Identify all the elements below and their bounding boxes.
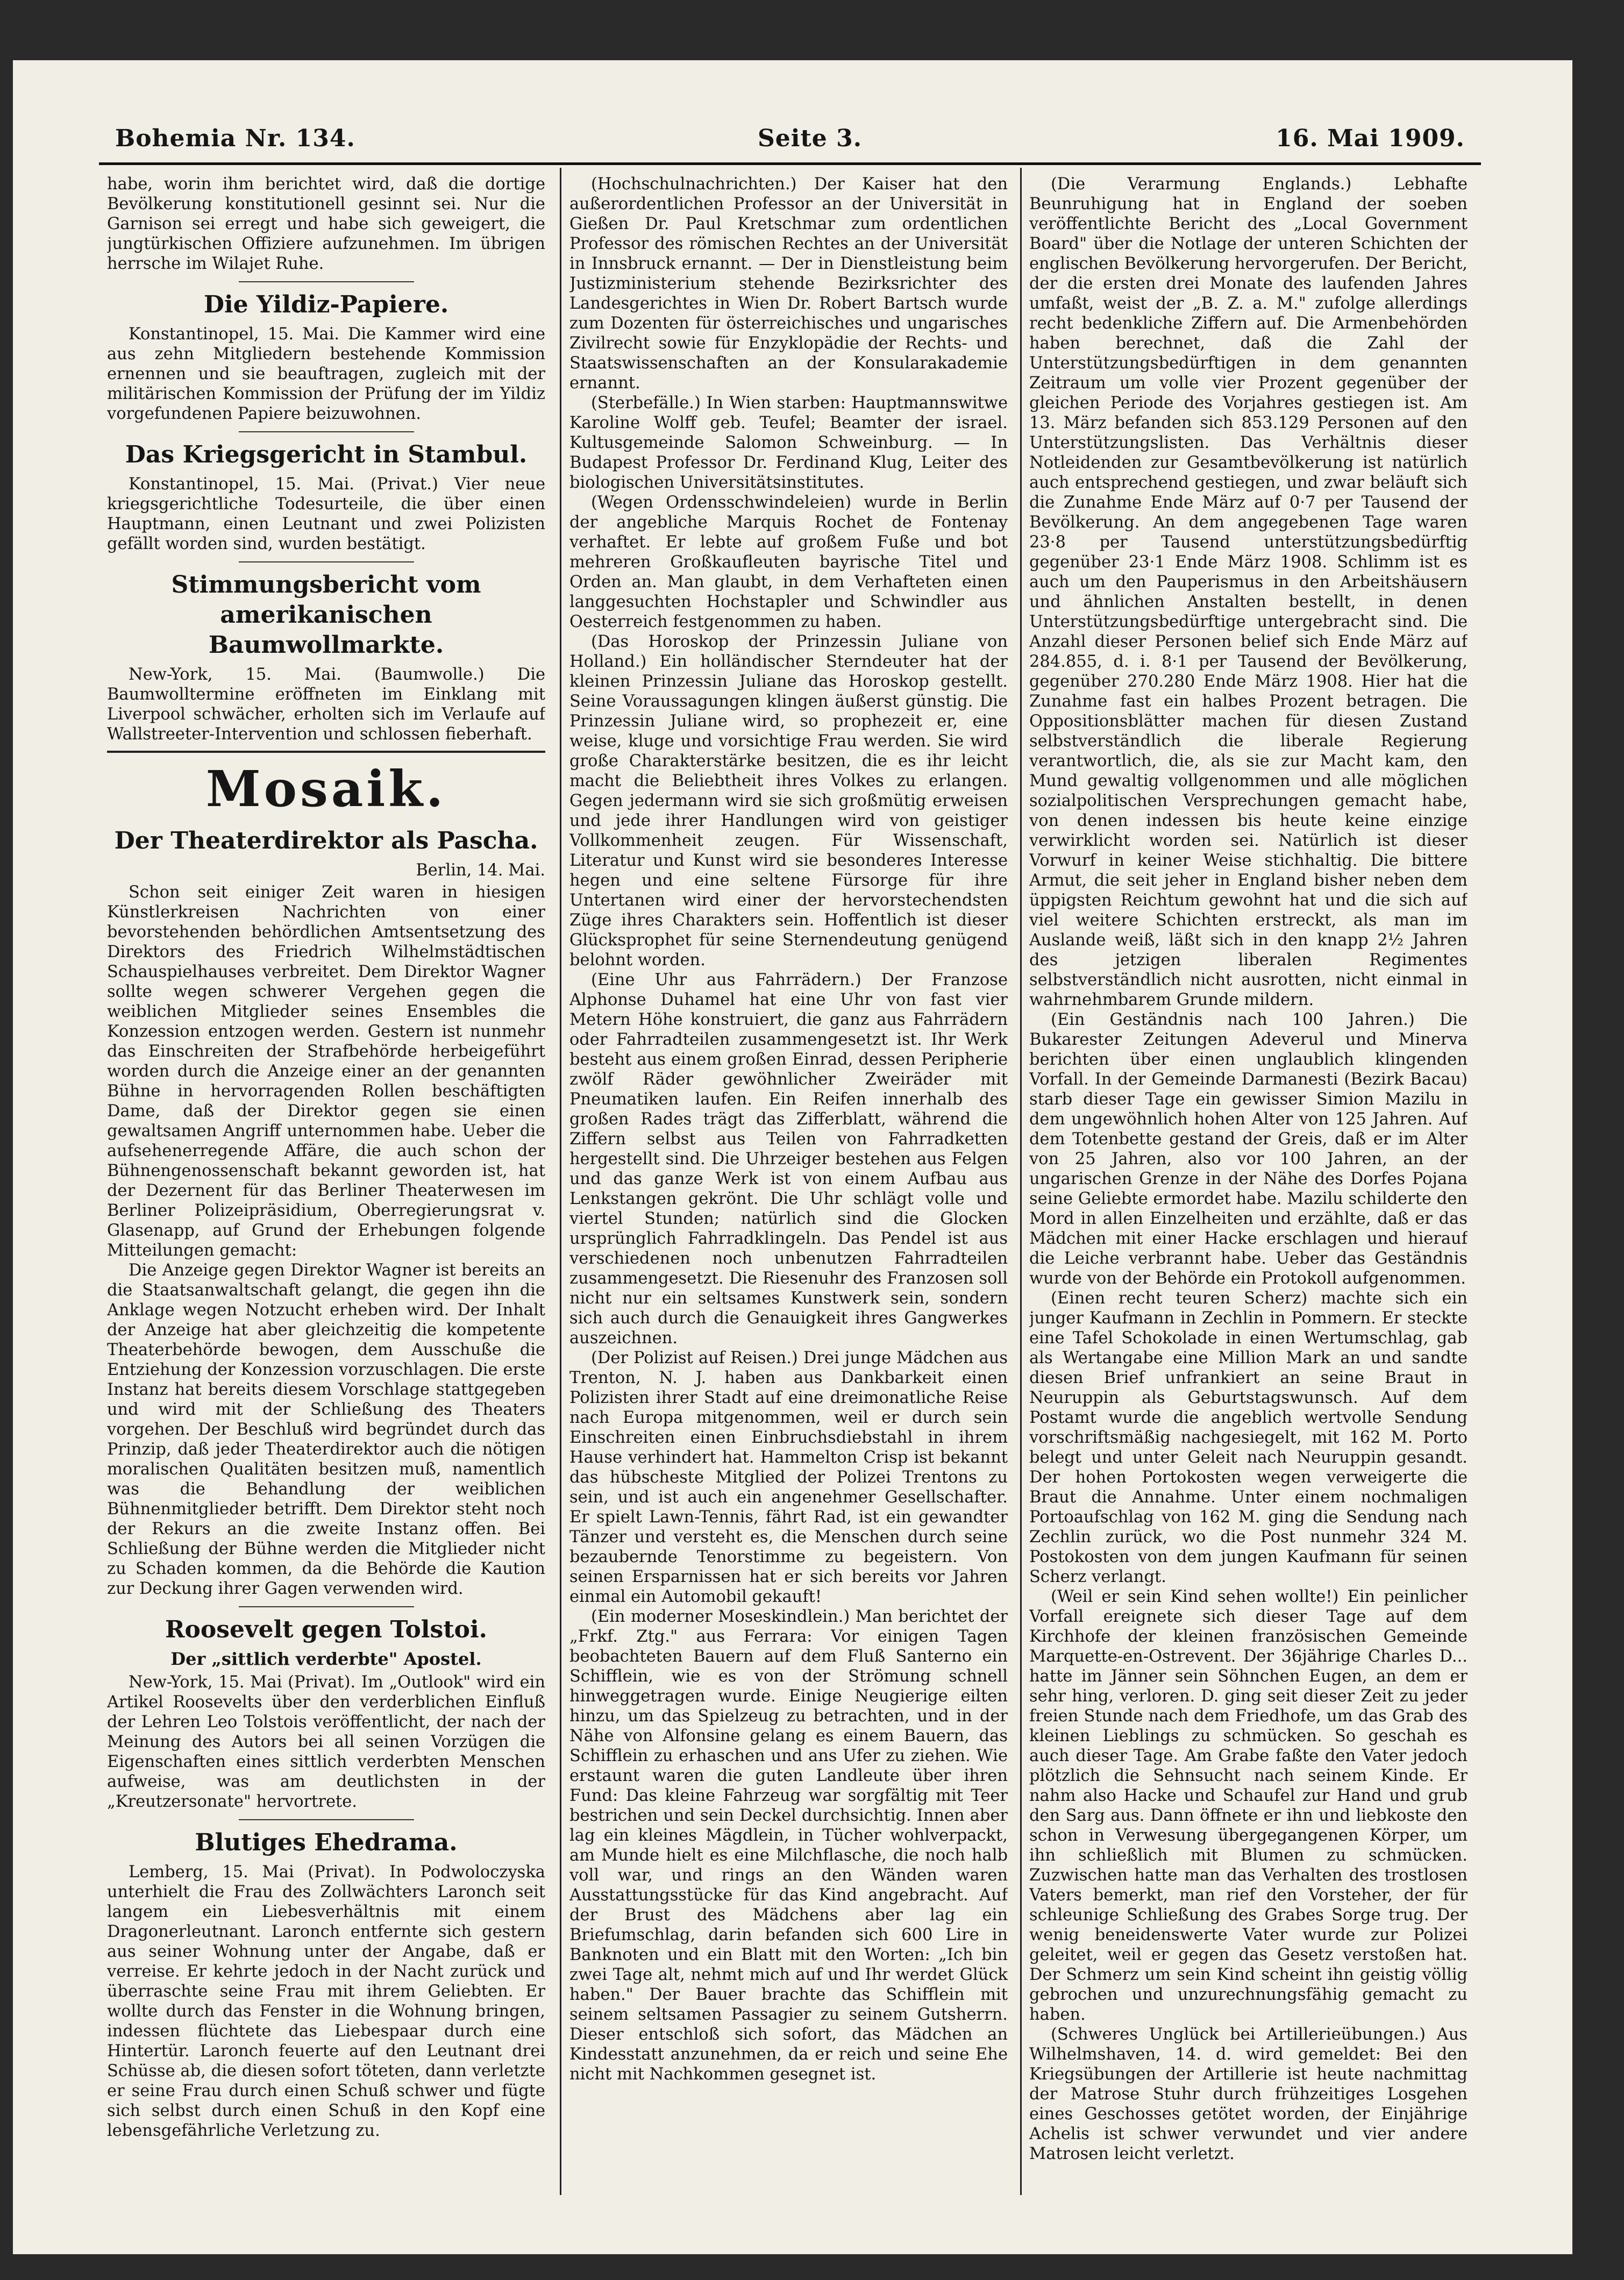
article-paragraph: (Ein Geständnis nach 100 Jahren.) Die Bukarester Zeitungen Adeverul und Minerva berichten über einen unglaublich klingenden Vorfall. In der Gemeinde Darmanesti (Bezirk Bacau) starb dieser Tage ein gewisser Simion Mazilu in dem ungewöhnlich hohen Alter von 125 Jahren. Auf dem Totenbette gestand der Greis, daß er im Alter von 25 Jahren, also vor 100 Jahren, an der ungarischen Grenze in der Nähe des Dorfes Pojana seine Geliebte ermordet habe. Mazilu schilderte den Mord in allen Einzelheiten und erzählte, daß er das Mädchen mit einer Hacke erschlagen und hierauf die Leiche verbrannt habe. Ueber das Geständnis wurde von der Behörde ein Protokoll aufgenommen. [1029,1010,1468,1288]
section-title: Mosaik. [205,760,447,818]
article-paragraph: (Das Horoskop der Prinzessin Juliane von Holland.) Ein holländischer Sterndeuter hat der kleinen Prinzessin Juliane das Horoskop gestellt. Seine Voraussagungen klingen äußerst günstig. Die Prinzessin Juliane wird, so prophezeit er, eine weise, kluge und vorsichtige Frau werden. Sie wird große Charakterstärke besitzen, die es ihr leicht macht die Beliebtheit ihres Volkes zu erlangen. Gegen jedermann wird sie sich großmütig erweisen und jede ihrer Handlungen wird von geistiger Vollkommenheit zeugen. Für Wissenschaft, Literatur und Kunst wird sie besonderes Interesse hegen und eine seltene Fürsorge für ihre Untertanen wird einer der hervorstechendsten Züge ihres Charakters sein. Hoffentlich ist dieser Glücksprophet für seine Sternendeutung genügend belohnt worden. [569,632,1008,970]
header-rule [99,162,1481,165]
headline: Roosevelt gegen Tolstoi. [165,1616,487,1643]
article-paragraph: (Ein moderner Moseskindlein.) Man berichtet der „Frkf. Ztg." aus Ferrara: Vor einigen Tagen beobachteten Bauern auf dem Fluß Santerno ein Schifflein, wie es von der Strömung schnell hinweggetragen wurde. Einige Neugierige eilten hinzu, um das Spielzeug zu betrachten, und in der Nähe von Alfonsine gelang es einem Bauern, das Schifflein zu erhaschen und ans Ufer zu ziehen. Wie erstaunt waren die guten Landleute über ihren Fund: Das kleine Fahrzeug war sorgfältig mit Teer bestrichen und sein Deckel durchsichtig. Innen aber lag ein kleines Mägdlein, in Tücher wohlverpackt, am Munde hielt es eine Milchflasche, die noch halb voll war, und rings an den Wänden waren Ausstattungsstücke für das Kind angebracht. Auf der Brust des Mädchens aber lag ein Briefumschlag, darin befanden sich 600 Lire in Banknoten und ein Blatt mit den Worten: „Ich bin zwei Tage alt, nehmt mich auf und Ihr werdet Glück haben." Der Bauer brachte das Schifflein mit seinem seltsamen Passagier zu seinem Gutsherrn. Dieser entschloß sich sofort, das Mädchen an Kindesstatt anzunehmen, da er reich und seine Ehe nicht mit Nachkommen gesegnet ist. [569,1607,1008,2084]
column-1 [107,174,545,2196]
article-paragraph: (Einen recht teuren Scherz) machte sich ein junger Kaufmann in Zechlin in Pommern. Er steckte eine Tafel Schokolade in einen Wertumschlag, gab als Wertangabe eine Million Mark an und sandte diesen Brief unfrankiert an seine Braut in Neuruppin als Geburtstagswunsch. Auf dem Postamt wurde die angeblich wertvolle Sendung vorschriftsmäßig nachgesiegelt, mit 162 M. Porto belegt und unter Geleit nach Neuruppin gesandt. Der hohen Portokosten wegen verweigerte die Braut die Annahme. Unter einem nochmaligen Portoaufschlag von 162 M. ging die Sendung nach Zechlin zurück, wo die Post nunmehr 324 M. Postokosten von dem jungen Kaufmann für seinen Scherz verlangt. [1029,1289,1468,1586]
page-number: Seite 3. [758,125,863,152]
section-rule [239,281,414,282]
article-paragraph: Konstantinopel, 15. Mai. Die Kammer wird eine aus zehn Mitgliedern bestehende Kommission ernennen und sie beauftragen, zugleich mit der militärischen Kommission der Prüfung der im Yildiz vorgefundenen Papiere beizuwohnen. [107,325,545,423]
article-paragraph: (Schweres Unglück bei Artillerieübungen.) Aus Wilhelmshaven, 14. d. wird gemeldet: Bei den Kriegsübungen der Artillerie ist heute nachmittag der Matrose Stuhr durch frühzeitiges Losgehen eines Geschosses getötet worden, der Einjährige Achelis ist schwer verwundet und vier andere Matrosen leicht verletzt. [1029,2025,1468,2163]
article-paragraph: habe, worin ihm berichtet wird, daß die dortige Bevölkerung konstitutionell gesinnt sei. Nur die Garnison sei erregt und habe sich geweigert, die jungtürkischen Offiziere aufzunehmen. Im übrigen herrsche im Wilajet Ruhe. [107,175,545,273]
headline: Die Yildiz-Papiere. [203,291,449,318]
article-paragraph: (Der Polizist auf Reisen.) Drei junge Mädchen aus Trenton, N. J. haben aus Dankbarkeit einen Polizisten ihrer Stadt auf eine dreimonatliche Reise nach Europa mitgenommen, weil er durch sein Einschreiten einen Einbruchsdiebstahl in ihrem Hause verhindert hat. Hammelton Crisp ist bekannt das hübscheste Mitglied der Polizei Trentons zu sein, und ist auch ein angenehmer Gesellschafter. Er spielt Lawn-Tennis, fährt Rad, ist ein gewandter Tänzer und versteht es, die Menschen durch seine bezaubernde Tenorstimme zu begeistern. Von seinen Ersparnissen hat er sich bereits vor Jahren einmal ein Automobil gekauft! [569,1349,1008,1606]
newspaper-page [13,60,1572,2254]
headline: Blutiges Ehedrama. [195,1829,458,1856]
article-paragraph: (Eine Uhr aus Fahrrädern.) Der Franzose Alphonse Duhamel hat eine Uhr von fast vier Metern Höhe konstruiert, die ganz aus Fahrrädern oder Fahrradteilen zusammengesetzt ist. Ihr Werk besteht aus einem großen Einrad, dessen Peripherie zwölf Räder gewöhnlicher Zweiräder mit Pneumatiken laufen. Ein Reifen innerhalb des großen Rades trägt das Zifferblatt, während die Ziffern selbst aus Teilen von Fahrradketten hergestellt sind. Die Uhrzeiger bestehen aus Felgen und das ganze Werk ist von einem Aufbau aus Lenkstangen gekrönt. Die Uhr schlägt volle und viertel Stunden; natürlich sind die Glocken ursprünglich Fahrradklingeln. Das Pendel ist aus verschiedenen noch unbenutzen Fahrradteilen zusammengesetzt. Die Riesenuhr des Franzosen soll nicht nur ein seltsames Kunstwerk sein, sondern sich auch durch die Genauigkeit ihres Gangwerkes auszeichnen. [569,971,1008,1348]
column-divider [560,168,561,2195]
masthead-issue: Bohemia Nr. 134. [115,125,355,152]
issue-date: 16. Mai 1909. [1276,125,1465,152]
section-rule [239,1606,414,1607]
section-rule [107,751,545,753]
headline: Der Theaterdirektor als Pascha. [114,827,538,854]
article-paragraph: (Sterbefälle.) In Wien starben: Hauptmannswitwe Karoline Wolff geb. Teufel; Beamter der israel. Kultusgemeinde Salomon Schweinburg. — In Budapest Professor Dr. Ferdinand Klug, Leiter des biologischen Universitätsinstitutes. [569,394,1008,492]
headline: Das Kriegsgericht in Stambul. [125,441,528,468]
article-paragraph: New-York, 15. Mai (Privat). Im „Outlook" wird ein Artikel Roosevelts über den verderblichen Einfluß der Lehren Leo Tolstois veröffentlicht, der nach der Meinung des Autors bei all seinen Vorzügen die Eigenschaften eines sittlich verderbten Menschen aufweise, was am deutlichsten in der „Kreutzersonate" hervortrete. [107,1673,545,1811]
article-paragraph: (Die Verarmung Englands.) Lebhafte Beunruhigung hat in England der soeben veröffentlichte Bericht des „Local Government Board" über die Notlage der unteren Schichten der englischen Bevölkerung hervorgerufen. Der Bericht, der die ersten drei Monate des laufenden Jahres umfaßt, weist der „B. Z. a. M." zufolge allerdings recht bedenkliche Ziffern auf. Die Armenbehörden haben berechnet, daß die Zahl der Unterstützungsbedürftigen in dem genannten Zeitraum um volle vier Prozent gegenüber der gleichen Periode des Vorjahres gestiegen ist. Am 13. März befanden sich 853.129 Personen auf den Unterstützungslisten. Das Verhältnis dieser Notleidenden zur Gesamtbevölkerung ist natürlich auch entsprechend gestiegen, und zwar beläuft sich die Zunahme Ende März auf 0·7 per Tausend der Bevölkerung. An dem angegebenen Tage waren 23·8 per Tausend unterstützungsbedürftig gegenüber 23·1 Ende März 1908. Schlimm ist es auch um den Pauperismus in den Arbeitshäusern und ähnlichen Anstalten bestellt, in denen Unterstützungsbedürftige untergebracht sind. Die Anzahl dieser Personen belief sich Ende März auf 284.855, d. i. 8·1 per Tausend der Bevölkerung, gegenüber 270.280 Ende März 1908. Hier hat die Zunahme fast ein halbes Prozent betragen. Die Oppositionsblätter machen für diesen Zustand selbstverständlich die liberale Regierung verantwortlich, die, als sie zur Macht kam, den Mund gewaltig vollgenommen und alle möglichen sozialpolitischen Versprechungen gemacht habe, von denen indessen bis heute keine einzige verwirklicht worden sei. Natürlich ist dieser Vorwurf in keiner Weise stichhaltig. Die bittere Armut, die seit jeher in England bisher neben dem üppigsten Reichtum gewohnt hat und die sich auf viel weitere Schichten erstreckt, als man im Auslande weiß, läßt sich in den knapp 2½ Jahren des jetzigen liberalen Regimentes selbstverständlich nicht ausrotten, nicht einmal in wahrnehmbarem Grunde mildern. [1029,175,1468,1009]
article-paragraph: Konstantinopel, 15. Mai. (Privat.) Vier neue kriegsgerichtliche Todesurteile, die über einen Hauptmann, einen Leutnant und zwei Polizisten gefällt worden sind, wurden bestätigt. [107,475,545,553]
subheadline: Der „sittlich verderbte" Apostel. [170,1649,482,1669]
section-rule [239,561,414,562]
article-paragraph: (Wegen Ordensschwindeleien) wurde in Berlin der angebliche Marquis Rochet de Fontenay verhaftet. Er lebte auf großem Fuße und bot mehreren Großkaufleuten bayrische Titel und Orden an. Man glaubt, in dem Verhafteten einen langgesuchten Hochstapler und Schwindler aus Oesterreich festgenommen zu haben. [569,493,1008,631]
section-rule [239,431,414,432]
article-paragraph: Die Anzeige gegen Direktor Wagner ist bereits an die Staatsanwaltschaft gelangt, die gegen ihn die Anklage wegen Notzucht erheben wird. Der Inhalt der Anzeige hat aber gleichzeitig die kompetente Theaterbehörde bewogen, dem Ausschuße die Entziehung der Konzession vorzuschlagen. Die erste Instanz hat bereits diesem Vorschlage stattgegeben und wird mit der Schließung des Theaters vorgehen. Der Beschluß wird begründet durch das Prinzip, daß jeder Theaterdirektor auch die nötigen moralischen Qualitäten besitzen muß, namentlich was die Behandlung der weiblichen Bühnenmitglieder betrifft. Dem Direktor steht noch der Rekurs an die zweite Instanz offen. Bei Schließung der Bühne werden die Mitglieder nicht zu Schaden kommen, da die Behörde die Kaution zur Deckung ihrer Gagen verwenden wird. [107,1261,545,1598]
column-3 [1029,174,1468,2196]
column-2 [569,174,1008,2196]
dateline: Berlin, 14. Mai. [416,861,545,880]
article-paragraph: Lemberg, 15. Mai (Privat). In Podwoloczyska unterhielt die Frau des Zollwächters Laronch seit langem ein Liebesverhältnis mit einem Dragonerleutnant. Laronch entfernte sich gestern aus seiner Wohnung unter der Angabe, daß er verreise. Er kehrte jedoch in der Nacht zurück und überraschte seine Frau mit ihrem Geliebten. Er wollte durch das Fenster in die Wohnung bringen, indessen flüchtete das Liebespaar durch eine Hintertür. Laronch feuerte auf den Leutnant drei Schüsse ab, die diesen sofort töteten, dann verletzte er seine Frau durch einen Schuß schwer und fügte sich selbst durch einen Schuß in den Kopf eine lebensgefährliche Verletzung zu. [107,1863,545,2140]
article-paragraph: Schon seit einiger Zeit waren in hiesigen Künstlerkreisen Nachrichten von einer bevorstehenden behördlichen Amtsentsetzung des Direktors des Friedrich Wilhelmstädtischen Schauspielhauses verbreitet. Dem Direktor Wagner sollte wegen schwerer Vergehen gegen die weiblichen Mitglieder seines Ensembles die Konzession entzogen werden. Gestern ist nunmehr das Einschreiten der Strafbehörde herbeigeführt worden durch die Anzeige einer an der genannten Bühne in hervorragenden Rollen beschäftigten Dame, daß der Direktor gegen sie einen gewaltsamen Angriff unternommen habe. Ueber die aufsehenerregende Affäre, die auch schon der Bühnengenossenschaft bekannt geworden ist, hat der Dezernent für das Berliner Theaterwesen im Berliner Polizeipräsidium, Oberregierungsrat v. Glasenapp, auf Grund der Erhebungen folgende Mitteilungen gemacht: [107,883,545,1260]
headline: Stimmungsbericht vom amerikanischen Baumwollmarkte. [171,571,481,659]
section-rule [239,1819,414,1820]
page-header [99,125,1481,162]
article-paragraph: (Hochschulnachrichten.) Der Kaiser hat den außerordentlichen Professor an der Universität in Gießen Dr. Paul Kretschmar zum ordentlichen Professor des römischen Rechtes an der Universität in Innsbruck ernannt. — Der in Dienstleistung beim Justizministerium stehende Bezirksrichter des Landesgerichtes in Wien Dr. Robert Bartsch wurde zum Dozenten für österreichisches und ungarisches Zivilrecht sowie für Enzyklopädie der Rechts- und Staatswissenschaften an der Konsularakademie ernannt. [569,175,1008,393]
article-paragraph: (Weil er sein Kind sehen wollte!) Ein peinlicher Vorfall ereignete sich dieser Tage auf dem Kirchhofe der kleinen französischen Gemeinde Marquette-en-Ostrevent. Der 36jährige Charles D... hatte im Jänner sein Söhnchen Eugen, an dem er sehr hing, verloren. D. ging seit dieser Zeit zu jeder freien Stunde nach dem Friedhofe, um das Grab des kleinen Lieblings zu schmücken. So geschah es auch dieser Tage. Am Grabe faßte den Vater jedoch plötzlich die Sehnsucht nach seinem Kinde. Er nahm also Hacke und Schaufel zur Hand und grub den Sarg aus. Dann öffnete er ihn und liebkoste den schon in Verwesung übergegangenen Körper, um ihn schließlich mit Blumen zu schmücken. Zuzwischen hatte man das Verhalten des trostlosen Vaters bemerkt, man rief den Vorsteher, der für schleunige Schließung des Grabes Sorge trug. Der wenig beneidenswerte Vater wurde zur Polizei geleitet, weil er gegen das Gesetz verstoßen hat. Der Schmerz um sein Kind scheint ihn geistig völlig gebrochen und unzurechnungsfähig gemacht zu haben. [1029,1587,1468,2024]
column-divider [1020,168,1022,2195]
article-paragraph: New-York, 15. Mai. (Baumwolle.) Die Baumwolltermine eröffneten im Einklang mit Liverpool schwächer, erholten sich im Verlaufe auf Wallstreeter-Intervention und schlossen fieberhaft. [107,665,545,744]
